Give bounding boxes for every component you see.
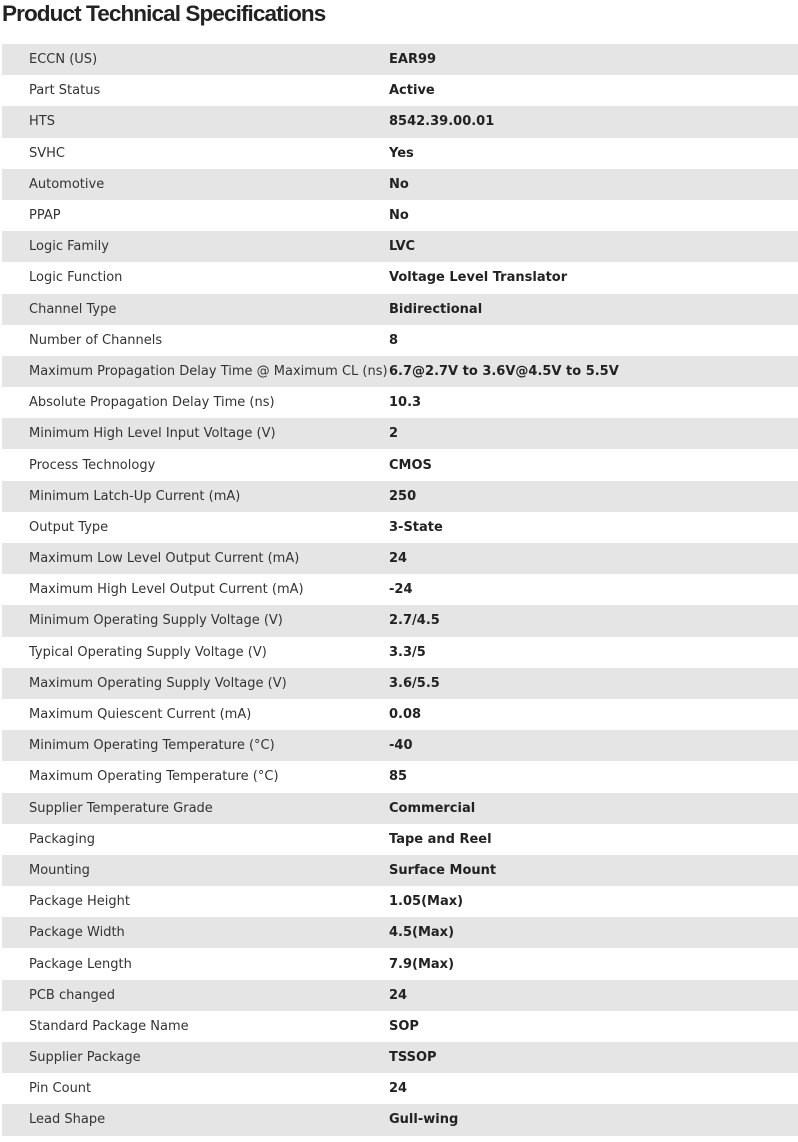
spec-value: SOP: [389, 1018, 419, 1034]
spec-row: [2, 75, 798, 106]
spec-value: 3.3/5: [389, 644, 426, 660]
spec-name: Typical Operating Supply Voltage (V): [29, 644, 267, 660]
spec-name: Package Width: [29, 925, 125, 941]
spec-table: [2, 44, 798, 1136]
spec-name: Automotive: [29, 176, 105, 192]
spec-value: EAR99: [389, 52, 437, 68]
spec-row: [2, 294, 798, 325]
spec-name: Number of Channels: [29, 332, 163, 348]
spec-row: [2, 574, 798, 605]
spec-row: [2, 200, 798, 231]
spec-value: 7.9(Max): [389, 956, 455, 972]
spec-value: 6.7@2.7V to 3.6V@4.5V to 5.5V: [389, 363, 619, 379]
spec-row: [2, 44, 798, 75]
spec-name: HTS: [29, 114, 55, 130]
spec-value: 85: [389, 769, 408, 785]
spec-value: 8542.39.00.01: [389, 114, 495, 130]
spec-row: [2, 761, 798, 792]
spec-value: 24: [389, 987, 408, 1003]
spec-name: Mounting: [29, 862, 90, 878]
spec-row: [2, 637, 798, 668]
spec-row: [2, 1042, 798, 1073]
spec-name: PCB changed: [29, 987, 116, 1003]
spec-name: Logic Function: [29, 270, 123, 286]
spec-row: [2, 138, 798, 169]
spec-value: 3-State: [389, 519, 443, 535]
spec-row: [2, 262, 798, 293]
spec-value: Surface Mount: [389, 862, 497, 878]
spec-value: No: [389, 208, 409, 224]
spec-name: Part Status: [29, 83, 101, 99]
spec-value: 24: [389, 551, 408, 567]
spec-value: 2: [389, 426, 399, 442]
spec-row: [2, 980, 798, 1011]
spec-row: [2, 605, 798, 636]
spec-name: Minimum Operating Supply Voltage (V): [29, 613, 283, 629]
spec-value: 24: [389, 1081, 408, 1097]
spec-name: Lead Shape: [29, 1112, 106, 1128]
spec-name: Absolute Propagation Delay Time (ns): [29, 395, 275, 411]
spec-row: [2, 449, 798, 480]
spec-name: Channel Type: [29, 301, 117, 317]
spec-value: 4.5(Max): [389, 925, 455, 941]
spec-row: [2, 418, 798, 449]
spec-name: Minimum Operating Temperature (°C): [29, 738, 275, 754]
spec-value: Active: [389, 83, 435, 99]
spec-row: [2, 793, 798, 824]
spec-row: [2, 169, 798, 200]
spec-row: [2, 543, 798, 574]
spec-row: [2, 730, 798, 761]
spec-name: Standard Package Name: [29, 1018, 189, 1034]
spec-name: Minimum Latch-Up Current (mA): [29, 488, 241, 504]
spec-value: -24: [389, 582, 413, 598]
spec-name: Supplier Temperature Grade: [29, 800, 213, 816]
spec-row: [2, 1073, 798, 1104]
spec-row: [2, 855, 798, 886]
spec-value: 8: [389, 332, 399, 348]
spec-name: Package Length: [29, 956, 132, 972]
spec-row: [2, 668, 798, 699]
spec-value: CMOS: [389, 457, 432, 473]
spec-name: Maximum Operating Supply Voltage (V): [29, 675, 287, 691]
spec-row: [2, 231, 798, 262]
spec-value: LVC: [389, 239, 416, 255]
spec-value: Yes: [389, 145, 414, 161]
spec-value: Voltage Level Translator: [389, 270, 568, 286]
spec-row: [2, 1011, 798, 1042]
spec-value: 250: [389, 488, 417, 504]
spec-value: 10.3: [389, 395, 422, 411]
spec-row: [2, 512, 798, 543]
spec-name: Packaging: [29, 831, 95, 847]
spec-name: Minimum High Level Input Voltage (V): [29, 426, 276, 442]
spec-name: PPAP: [29, 208, 61, 224]
spec-row: [2, 948, 798, 979]
spec-name: Process Technology: [29, 457, 156, 473]
spec-row: [2, 106, 798, 137]
spec-value: 3.6/5.5: [389, 675, 440, 691]
spec-value: Tape and Reel: [389, 831, 492, 847]
spec-name: SVHC: [29, 145, 65, 161]
spec-value: TSSOP: [389, 1050, 437, 1066]
spec-name: Maximum Propagation Delay Time @ Maximum CL (ns): [29, 363, 388, 379]
spec-row: [2, 824, 798, 855]
spec-row: [2, 481, 798, 512]
spec-name: Maximum High Level Output Current (mA): [29, 582, 304, 598]
spec-value: No: [389, 176, 409, 192]
spec-name: Output Type: [29, 519, 109, 535]
spec-value: -40: [389, 738, 413, 754]
page-title: Product Technical Specifications: [2, 1, 326, 26]
spec-row: [2, 387, 798, 418]
spec-value: Gull-wing: [389, 1112, 459, 1128]
spec-row: [2, 699, 798, 730]
spec-name: Logic Family: [29, 239, 109, 255]
spec-row: [2, 1104, 798, 1135]
spec-value: 0.08: [389, 707, 422, 723]
spec-value: Commercial: [389, 800, 476, 816]
spec-name: Maximum Low Level Output Current (mA): [29, 551, 300, 567]
spec-value: 2.7/4.5: [389, 613, 440, 629]
spec-row: [2, 886, 798, 917]
spec-name: Maximum Operating Temperature (°C): [29, 769, 279, 785]
spec-row: [2, 917, 798, 948]
spec-value: 1.05(Max): [389, 894, 464, 910]
spec-row: [2, 356, 798, 387]
spec-name: Supplier Package: [29, 1050, 141, 1066]
spec-name: Pin Count: [29, 1081, 92, 1097]
spec-value: Bidirectional: [389, 301, 483, 317]
spec-row: [2, 325, 798, 356]
spec-name: Package Height: [29, 894, 130, 910]
spec-name: ECCN (US): [29, 52, 98, 68]
spec-name: Maximum Quiescent Current (mA): [29, 707, 252, 723]
